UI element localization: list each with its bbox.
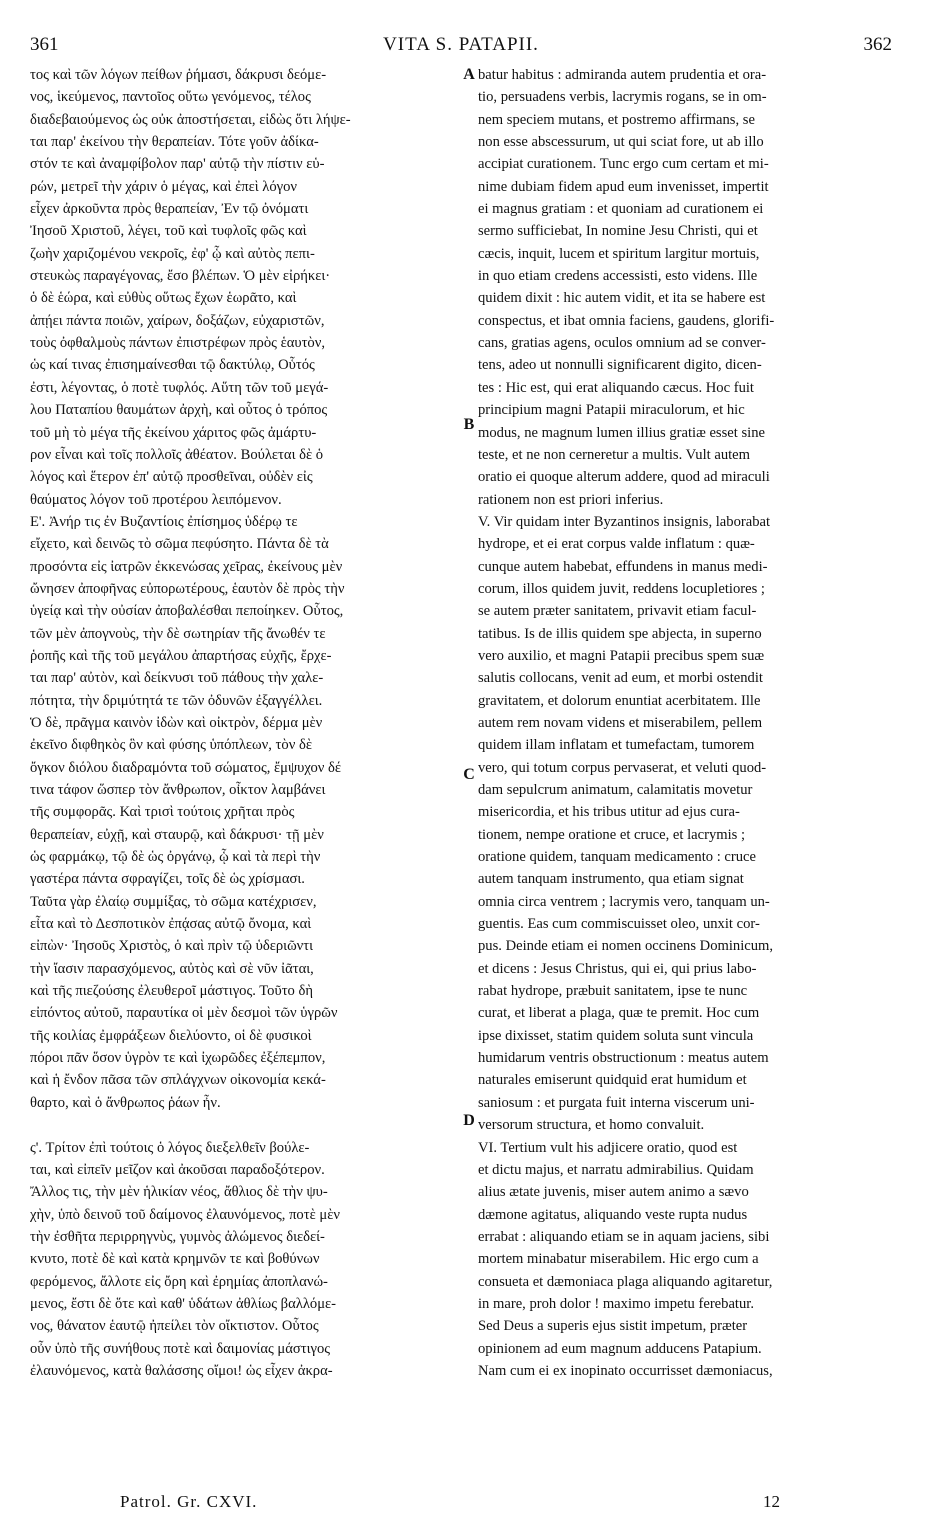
greek-text-line: καὶ ἡ ἔνδον πᾶσα τῶν σπλάγχνων οἰκονομία κεκά- bbox=[30, 1072, 326, 1089]
page-number-left: 361 bbox=[30, 34, 59, 55]
greek-text-line: Ἄλλος τις, τὴν μὲν ἡλικίαν νέος, ἄθλιος δὲ τὴν ψυ- bbox=[30, 1184, 328, 1201]
greek-text-line: νος, ἱκεύμενος, παντοῖος οὕτω γενόμενος, τέλος bbox=[30, 89, 311, 106]
greek-text-line: τὴν ἐσθῆτα περιρρηγνὺς, γυμνὸς ἀλώμενος διεδεί- bbox=[30, 1228, 325, 1245]
greek-text-line: Ταῦτα γὰρ ἐλαίῳ συμμίξας, τὸ σῶμα κατέχρισεν, bbox=[30, 893, 317, 910]
greek-text-line: ἀπῄει πάντα ποιῶν, χαίρων, δοξάζων, εὐχαριστῶν, bbox=[30, 312, 325, 329]
latin-text-line: conspectus, et ibat omnia faciens, gaudens, glorifi- bbox=[478, 312, 775, 329]
latin-text-line: naturales emiserunt quidquid erat humidum et bbox=[478, 1072, 747, 1089]
latin-text-line: in mare, proh dolor ! maximo impetu ferebatur. bbox=[478, 1295, 754, 1312]
greek-text-line: κνυτο, ποτὲ δὲ καὶ κατὰ κρημνῶν τε καὶ βοθύνων bbox=[30, 1251, 320, 1268]
latin-text-line: humidarum ventris obstructionum : meatus autem bbox=[478, 1050, 769, 1067]
latin-text-line: pus. Deinde etiam ei nomen occinens Dominicum, bbox=[478, 938, 774, 955]
greek-text-line: διαδεβαιούμενος ὡς οὐκ ἀποστήσεται, εἰδὼς ὅτι λήψε- bbox=[30, 111, 351, 128]
greek-text-line: Ε'. Ἀνήρ τις ἐν Βυζαντίοις ἐπίσημος ὑδέρῳ τε bbox=[30, 513, 298, 530]
greek-text-line: ὡς καί τινας ἐπισημαίνεσθαι τῷ δακτύλῳ, Οὗτός bbox=[30, 357, 315, 374]
latin-text-line: alius ætate juvenis, miser autem animo a sævo bbox=[478, 1184, 749, 1201]
latin-text-line: gravitatem, et dolorum enuntiat acerbitatem. Ille bbox=[478, 692, 761, 709]
greek-text-line: ται παρ' ἐκείνου τὴν θεραπείαν. Τότε γοῦν ἀδίκα- bbox=[30, 134, 319, 151]
greek-text-line: ἐλαυνόμενος, κατὰ θαλάσσης οἴμοι! ὡς εἶχεν ἀκρα- bbox=[30, 1362, 333, 1379]
greek-text-line: θεραπείαν, εὐχῇ, καὶ σταυρῷ, καὶ δάκρυσι· τῇ μὲν bbox=[30, 826, 324, 843]
latin-text-line: Sed Deus a superis ejus sistit impetum, præter bbox=[478, 1318, 748, 1335]
greek-text-line: λου Παταπίου θαυμάτων ἀρχὴ, καὶ οὗτος ὁ τρόπος bbox=[30, 402, 328, 419]
latin-text-line: modus, ne magnum lumen illius gratiæ esset sine bbox=[478, 424, 765, 441]
greek-text-line: ῥοπῆς καὶ τῆς τοῦ μεγάλου ἀπαρτήσας εὐχῆς, ἔρχε- bbox=[30, 647, 332, 664]
greek-text-line: ρών, μετρεῖ τὴν χάριν ὁ μέγας, καὶ ἐπεὶ λόγον bbox=[30, 178, 298, 195]
section-marker-d: D bbox=[463, 1112, 475, 1129]
latin-text-line: consueta et dæmoniaca plaga aliquando agitaretur, bbox=[478, 1273, 773, 1290]
greek-text-line: ὡς φαρμάκῳ, τῷ δὲ ὡς ὀργάνῳ, ᾧ καὶ τὰ περὶ τὴν bbox=[30, 849, 321, 866]
latin-text-line: cunque autem habebat, effundens in manus medi- bbox=[478, 558, 768, 575]
section-marker-a: A bbox=[463, 66, 475, 83]
latin-text-line: dæmone agitatus, aliquando veste rupta nudus bbox=[478, 1206, 748, 1223]
latin-text-line: cæcis, inquit, lucem et spiritum largitur mortuis, bbox=[478, 245, 760, 262]
page-footer bbox=[0, 1492, 927, 1518]
paragraph-gap bbox=[30, 1114, 462, 1136]
greek-text-line: ται, καὶ εἰπεῖν μεῖζον καὶ ἀκοῦσαι παραδοξότερον. bbox=[30, 1161, 325, 1178]
greek-text-line: Ἰησοῦ Χριστοῦ, λέγει, τοῦ καὶ τυφλοῖς φῶς καὶ bbox=[30, 223, 307, 240]
greek-text-line: τῶν μὲν ἀπογνοὺς, τὴν δὲ σωτηρίαν τῆς ἄνωθέν τε bbox=[30, 625, 326, 642]
latin-text-line: non esse abscessurum, ut qui sciat fore, ut ab illo bbox=[478, 134, 764, 151]
latin-text-column bbox=[478, 64, 890, 1382]
greek-text-line: τοῦ μὴ τὸ μέγα τῆς ἐκείνου χάριτος φῶς ἀμάρτυ- bbox=[30, 424, 317, 441]
greek-text-line: τος καὶ τῶν λόγων πείθων ῥήμασι, δάκρυσι δεόμε- bbox=[30, 67, 327, 83]
greek-text-line: φερόμενος, ἄλλοτε εἰς ὄρη καὶ ἐρημίας ἀποπλανώ- bbox=[30, 1273, 328, 1290]
greek-text-line: εἰπόντος αὐτοῦ, παραυτίκα οἱ μὲν δεσμοὶ τῶν ὑγρῶν bbox=[30, 1005, 338, 1022]
latin-text-line: se autem præter sanitatem, privavit etiam facul- bbox=[478, 603, 757, 620]
latin-text-line: tens, adeo ut nonnulli significarent digito, dicen- bbox=[478, 357, 762, 374]
greek-text-line: γαστέρα πάντα σφραγίζει, τοῖς δὲ ὡς χρίσμασι. bbox=[30, 871, 305, 888]
latin-text-line: tio, persuadens verbis, lacrymis rogans, se in om- bbox=[478, 89, 767, 106]
latin-text-line: batur habitus : admiranda autem prudentia et ora- bbox=[478, 67, 767, 83]
latin-text-line: opinionem ad eum magnum adducens Patapium. bbox=[478, 1340, 762, 1357]
latin-text-line: misericordia, et his tribus utitur ad ejus cura- bbox=[478, 804, 740, 821]
latin-text-line: dam sepulcrum animatum, calamitatis movetur bbox=[478, 782, 753, 798]
latin-text-line: cans, gratias agens, oculos omnium ad se conver- bbox=[478, 335, 766, 352]
latin-text-line: saniosum : et purgata fuit interna viscerum uni- bbox=[478, 1094, 755, 1111]
latin-text-line: guentis. Eas cum commiscuisset oleo, unxit cor- bbox=[478, 916, 760, 933]
latin-text-line: vero, qui totum corpus pervaserat, et veluti quod- bbox=[478, 759, 767, 776]
latin-text-line: tes : Hic est, qui erat aliquando cæcus. Hoc fuit bbox=[478, 379, 754, 396]
greek-text-line: τὴν ἴασιν παρασχόμενος, αὐτὸς καὶ σὲ νῦν ἰᾶται, bbox=[30, 960, 314, 977]
latin-text-line: oratio ei quoque alterum addere, quod ad miraculi bbox=[478, 469, 770, 486]
latin-text-line: corum, illos quidem juvit, reddens locupletiores ; bbox=[478, 580, 765, 597]
latin-text-line: oratione quidem, tanquam medicamento : cruce bbox=[478, 849, 756, 866]
latin-text-line: VI. Tertium vult his adjicere oratio, quod est bbox=[478, 1139, 738, 1156]
greek-text-line: μενος, ἔστι δὲ ὅτε καὶ καθ' ὑδάτων ἀθλίως βαλλόμε- bbox=[30, 1295, 337, 1312]
latin-text-line: et dicens : Jesus Christus, qui ei, qui prius labo- bbox=[478, 960, 757, 977]
latin-text-line: et dictu majus, et narratu admirabilius. Quidam bbox=[478, 1161, 754, 1178]
greek-text-line: οὖν ὑπὸ τῆς συνήθους ποτὲ καὶ δαιμονίας μάστιγος bbox=[30, 1340, 331, 1357]
greek-text-line: εἶτα καὶ τὸ Δεσποτικὸν ἐπᾴσας αὐτῷ ὄνομα, καὶ bbox=[30, 916, 312, 933]
greek-text-line: πόροι πᾶν ὅσον ὑγρὸν τε καὶ ἰχωρῶδες ἐξέπεμπον, bbox=[30, 1050, 326, 1067]
latin-text-line: curat, et liberat a plaga, quæ te premit. Hoc cum bbox=[478, 1005, 760, 1022]
latin-text-line: ipse dixisset, statim quidem soluta sunt vincula bbox=[478, 1027, 754, 1044]
latin-text-line: nime dubiam fidem apud eum invenisset, impertit bbox=[478, 178, 769, 195]
latin-text-line: mortem minabatur miserabilem. Hic ergo cum a bbox=[478, 1251, 759, 1268]
greek-text-line: εἴχετο, καὶ δεινῶς τὸ σῶμα πεφύσητο. Πάντα δὲ τὰ bbox=[30, 536, 329, 553]
latin-text-line: ei magnus gratiam : et quoniam ad curationem ei bbox=[478, 201, 764, 218]
greek-text-line: τῆς κοιλίας ἐμφράξεων διελύοντο, οἱ δὲ φυσικοὶ bbox=[30, 1027, 312, 1044]
running-header bbox=[30, 34, 892, 62]
section-marker-c: C bbox=[463, 766, 475, 783]
greek-text-line: θαρτο, καὶ ὁ ἄνθρωπος ῥάων ἦν. bbox=[30, 1094, 221, 1111]
greek-text-line: ἐστι, λέγοντας, ὁ ποτὲ τυφλός. Αὕτη τῶν τοῦ μεγά- bbox=[30, 379, 329, 396]
latin-text-line: quidem illam inflatam et tumefactam, tumorem bbox=[478, 737, 755, 754]
latin-text-line: principium magni Patapii miraculorum, et hic bbox=[478, 402, 745, 419]
greek-text-line: θαύματος λόγον τοῦ προτέρου λειπόμενον. bbox=[30, 491, 282, 508]
latin-text-line: in quo etiam credens accessisti, esto videns. Ille bbox=[478, 268, 758, 285]
latin-text-line: quidem dixit : hic autem vidit, et ita se habere est bbox=[478, 290, 766, 307]
latin-text-line: errabat : aliquando etiam se in aquam jaciens, sibi bbox=[478, 1228, 770, 1245]
latin-text-line: tatibus. Is de illis quidem spe abjecta, in superno bbox=[478, 625, 762, 642]
greek-text-line: ἐκεῖνο διφθηκὸς ὃν καὶ φύσης ὑπόπλεων, τὸν δὲ bbox=[30, 737, 312, 754]
greek-text-column bbox=[30, 64, 462, 1382]
greek-text-line: ται παρ' αὐτὸν, καὶ δείκνυσι τοῦ πάθους τὴν χαλε- bbox=[30, 670, 324, 687]
greek-text-line: ρον εἶναι καὶ τοῖς πολλοῖς ἀθέατον. Βούλεται δὲ ὁ bbox=[30, 446, 324, 463]
latin-text-line: sermo sufficiebat, In nomine Jesu Christi, qui et bbox=[478, 223, 758, 240]
greek-text-line: τινα τάφον ὥσπερ τὸν ἄνθρωπον, οἶκτον λαμβάνει bbox=[30, 782, 326, 798]
running-title: VITA S. PATAPII. bbox=[383, 34, 539, 55]
latin-text-line: salutis collocans, venit ad eum, et morbi ostendit bbox=[478, 670, 763, 687]
footer-volume: Patrol. Gr. CXVI. bbox=[120, 1492, 258, 1511]
greek-text-line: ὁ δὲ ἑώρα, καὶ εὐθὺς οὕτως ἔχων ἑωρᾶτο, καὶ bbox=[30, 290, 297, 307]
greek-text-line: εἰπὼν· Ἰησοῦς Χριστὸς, ὁ καὶ πρὶν τῷ ὑδεριῶντι bbox=[30, 938, 314, 955]
latin-text-line: vero auxilio, et magni Patapii precibus spem suæ bbox=[478, 647, 765, 664]
latin-text-line: omnia circa ventrem ; lacrymis vero, tanquam un- bbox=[478, 893, 770, 910]
latin-text-line: rationem non est priori inferius. bbox=[478, 491, 664, 508]
greek-text-line: χὴν, ὑπὸ δεινοῦ τοῦ δαίμονος ἐλαυνόμενος, ποτὲ μὲν bbox=[30, 1206, 340, 1223]
latin-text-line: Nam cum ei ex inopinato occurrisset dæmoniacus, bbox=[478, 1362, 773, 1379]
latin-text-line: teste, et ne non cerneretur a multis. Vult autem bbox=[478, 446, 750, 463]
latin-text-line: nem speciem mutans, et postremo affirmans, se bbox=[478, 111, 755, 128]
greek-text-line: ς'. Τρίτον ἐπὶ τούτοις ὁ λόγος διεξελθεῖν βούλε- bbox=[30, 1139, 310, 1156]
greek-text-line: εἶχεν ἀρκοῦντα πρὸς θεραπείαν, Ἐν τῷ ὀνόματι bbox=[30, 201, 309, 218]
latin-text-line: autem tanquam instrumento, qua etiam signat bbox=[478, 871, 744, 888]
footer-signature: 12 bbox=[763, 1492, 780, 1511]
latin-text-line: V. Vir quidam inter Byzantinos insignis, laborabat bbox=[478, 513, 771, 530]
greek-text-line: πότητα, τὴν δριμύτητά τε τῶν ὀδυνῶν ἐξαγγέλλει. bbox=[30, 692, 323, 709]
latin-text-line: hydrope, et ei erat corpus valde inflatum : quæ- bbox=[478, 536, 755, 553]
latin-text-line: versorum structura, et homo convaluit. bbox=[478, 1117, 705, 1134]
latin-text-line: accipiat curationem. Tunc ergo cum certam et mi- bbox=[478, 156, 769, 173]
section-marker-b: B bbox=[463, 416, 475, 433]
greek-text-line: τοὺς ὀφθαλμοὺς πάντων ἐπιστρέφων πρὸς ἑαυτὸν, bbox=[30, 335, 325, 352]
greek-text-line: στόν τε καὶ ἀναμφίβολον παρ' αὐτῷ τὴν πίστιν εὑ- bbox=[30, 156, 325, 173]
greek-text-line: ὤνησεν ἀποφῆνας εὐπορωτέρους, ἑαυτὸν δὲ πρὸς τὴν bbox=[30, 580, 345, 597]
latin-text-line: rabat hydrope, præbuit sanitatem, ipse te nunc bbox=[478, 983, 748, 1000]
greek-text-line: Ὁ δὲ, πρᾶγμα καινὸν ἰδὼν καὶ οἰκτρὸν, δέρμα μὲν bbox=[30, 714, 323, 731]
greek-text-line: ζωὴν χαριζομένου νεκροῖς, ἐφ' ᾧ καὶ αὐτὸς πεπι- bbox=[30, 245, 315, 262]
greek-text-line: στευκὼς παραγέγονας, ἔσο βλέπων. Ὁ μὲν εἰρήκει· bbox=[30, 268, 331, 285]
page-number-right: 362 bbox=[863, 34, 892, 55]
greek-text-line: τῆς συμφορᾶς. Καὶ τρισὶ τούτοις χρῆται πρὸς bbox=[30, 804, 295, 821]
greek-text-line: καὶ τῆς πιεζούσης ἐλευθεροῖ μάστιγος. Τοῦτο δὴ bbox=[30, 983, 314, 1000]
latin-text-line: autem rem novam videns et miserabilem, pellem bbox=[478, 714, 763, 731]
greek-text-line: νος, θάνατον ἑαυτῷ ἠπείλει τὸν οἴκτιστον. Οὗτος bbox=[30, 1318, 319, 1335]
greek-text-line: προσόντα εἰς ἰατρῶν ἐκκενώσας χεῖρας, ἐκείνους μὲν bbox=[30, 558, 343, 575]
greek-text-line: ὑγείᾳ καὶ τὴν οὐσίαν ἀποβαλέσθαι πεποίηκεν. Οὗτος, bbox=[30, 603, 344, 620]
latin-text-line: tionem, nempe oratione et cruce, et lacrymis ; bbox=[478, 826, 746, 843]
greek-text-line: ὄγκον διόλου διαδραμόντα τοῦ σώματος, ἔμψυχον δέ bbox=[30, 759, 342, 776]
greek-text-line: λόγος καὶ ἕτερον ἐπ' αὐτῷ προσθεῖναι, οὐδὲν εἰς bbox=[30, 469, 313, 486]
